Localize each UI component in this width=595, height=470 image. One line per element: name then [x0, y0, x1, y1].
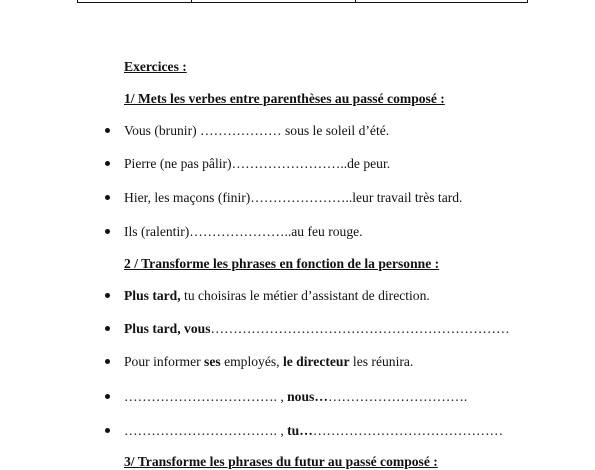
bold-text: tu… [287, 423, 313, 438]
bullet [105, 229, 110, 234]
bold-text: ses [204, 354, 221, 369]
plain-text: …………………………. [327, 389, 468, 404]
plain-text: ………………………………………………………… [210, 321, 510, 336]
plain-text: ……………………………. , [124, 389, 288, 404]
bullet [105, 394, 110, 399]
table-column-divider [191, 0, 192, 3]
list-item: Ils (ralentir)…………………..au feu rouge. [124, 224, 363, 239]
exercises-title: Exercices : [124, 59, 187, 74]
bullet [105, 359, 110, 364]
section-3-title: 3/ Transforme les phrases du futur au passé composé : [124, 454, 438, 469]
bullet [105, 293, 110, 298]
plain-text: Pour informer [124, 354, 205, 369]
plain-text: les réunira. [349, 354, 414, 369]
plain-text: …………………………………… [312, 423, 504, 438]
bold-text: le directeur [282, 354, 350, 369]
bold-text: Plus tard, [124, 288, 181, 303]
plain-text: ……………………………. , [124, 423, 288, 438]
table-column-divider [355, 0, 356, 3]
bold-text: Plus tard, vous [124, 321, 211, 336]
bullet [105, 161, 110, 166]
bullet [105, 195, 110, 200]
bold-text: nous… [287, 389, 328, 404]
table-bottom-edge [77, 0, 528, 3]
list-item [124, 321, 510, 337]
plain-text: employés, [220, 354, 283, 369]
plain-text: tu choisiras le métier d’assistant de direction. [180, 288, 430, 303]
list-item: Hier, les maçons (finir)…………………..leur travail très tard. [124, 190, 463, 205]
bullet [105, 428, 110, 433]
section-2-title: 2 / Transforme les phrases en fonction de la personne : [124, 256, 440, 271]
section-1-title: 1/ Mets les verbes entre parenthèses au passé composé : [124, 91, 445, 106]
list-item [124, 389, 467, 405]
list-item [124, 423, 503, 439]
list-item: Vous (brunir) ……………… sous le soleil d’été. [124, 123, 390, 138]
list-item: Pierre (ne pas pâlir)……………………..de peur. [124, 156, 391, 171]
list-item [124, 354, 413, 370]
list-item [124, 288, 430, 304]
bullet [105, 326, 110, 331]
bullet [105, 128, 110, 133]
